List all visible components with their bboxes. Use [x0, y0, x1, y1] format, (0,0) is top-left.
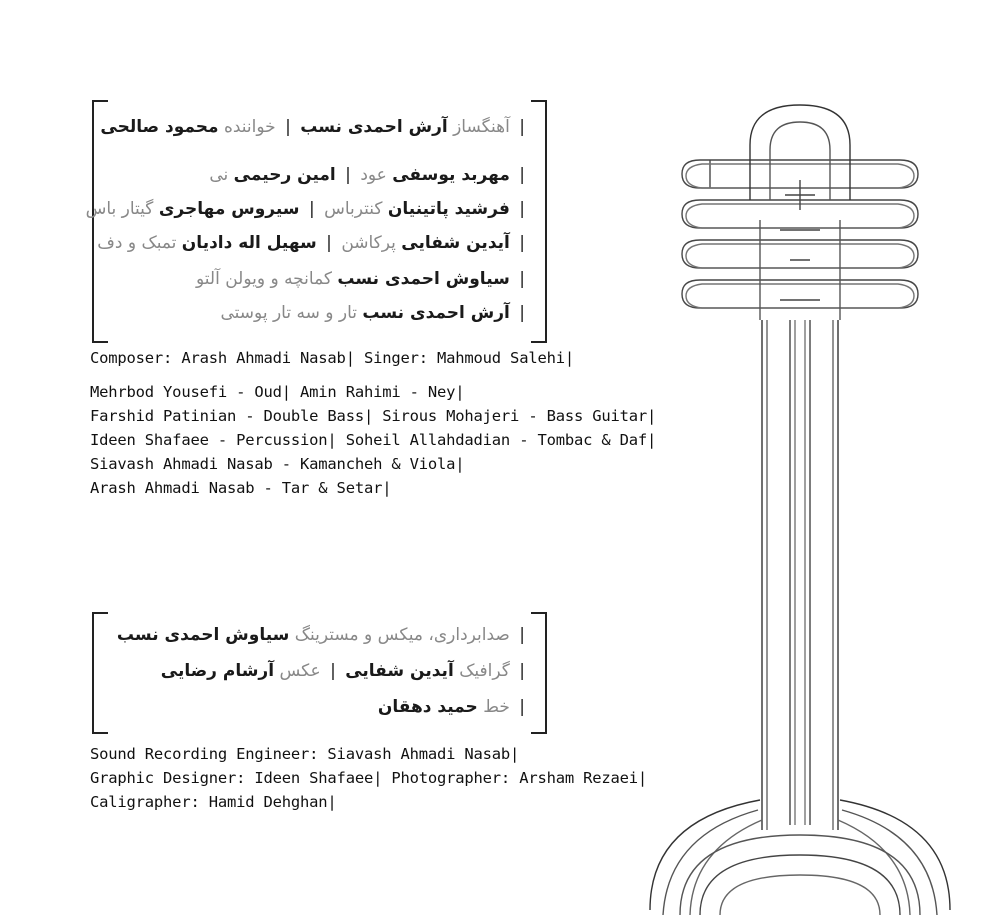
persian-credit-line — [196, 264, 529, 294]
pegbox-sketch — [682, 105, 918, 320]
role-label: گرافیک — [459, 661, 510, 681]
persian-production-box — [92, 612, 547, 734]
persian-credit-line — [97, 228, 529, 258]
role-label: کنترباس — [324, 199, 383, 219]
setar-instrument-icon — [640, 100, 980, 915]
neck-sketch — [762, 320, 838, 830]
credit-line: Farshid Patinian - Double Bass| Sirous Mohajeri - Bass Guitar| — [90, 407, 657, 425]
role-label: خط — [483, 697, 510, 717]
role-label: عکس — [279, 661, 321, 681]
role-label: پرکاشن — [341, 233, 396, 253]
separator: | — [519, 117, 525, 137]
persian-credit-line — [378, 692, 529, 722]
person-name: سهیل اله دادیان — [181, 233, 317, 253]
person-name: آیدین شفایی — [401, 233, 510, 253]
role-label: کمانچه و ویولن آلتو — [195, 269, 332, 289]
person-name: سیاوش احمدی نسب — [116, 625, 290, 645]
credit-line: Caligrapher: Hamid Dehghan| — [90, 793, 337, 811]
separator: | — [308, 199, 315, 219]
separator: | — [285, 117, 291, 137]
credit-line: Composer: Arash Ahmadi Nasab| Singer: Mahmoud Salehi| — [90, 349, 574, 367]
person-name: مهربد یوسفی — [392, 165, 510, 185]
person-name: فرشید پاتینیان — [387, 199, 510, 219]
person-name: حمید دهقان — [377, 697, 478, 717]
persian-credit-line — [221, 298, 530, 328]
role-label: آهنگساز — [453, 117, 510, 137]
person-name: سیروس مهاجری — [158, 199, 300, 219]
person-name: آرشام رضایی — [160, 661, 275, 681]
separator: | — [519, 625, 525, 645]
credit-line: Graphic Designer: Ideen Shafaee| Photographer: Arsham Rezaei| — [90, 769, 648, 787]
person-name: آیدین شفایی — [345, 661, 454, 681]
role-label: نی — [209, 165, 229, 185]
separator: | — [345, 165, 351, 185]
role-label: تمبک و دف — [97, 233, 177, 253]
separator: | — [330, 661, 336, 681]
credit-line: Sound Recording Engineer: Siavash Ahmadi Nasab| — [90, 745, 520, 763]
person-name: آرش احمدی نسب — [362, 303, 510, 323]
persian-credit-line — [117, 620, 529, 650]
person-name: امین رحیمی — [233, 165, 336, 185]
separator: | — [519, 199, 525, 219]
role-label: گیتار باس — [85, 199, 154, 219]
separator: | — [326, 233, 332, 253]
english-credits-production — [90, 742, 647, 814]
persian-credit-line — [209, 160, 529, 190]
separator: | — [519, 303, 525, 323]
persian-credit-line — [86, 194, 529, 224]
persian-credit-line — [100, 112, 529, 142]
credit-line: Siavash Ahmadi Nasab - Kamancheh & Viola| — [90, 455, 465, 473]
role-label: عود — [360, 165, 387, 185]
person-name: آرش احمدی نسب — [300, 117, 448, 137]
role-label: خواننده — [223, 117, 276, 137]
english-credits-musicians — [90, 346, 656, 500]
person-name: سیاوش احمدی نسب — [337, 269, 510, 289]
role-label: صدابرداری، میکس و مسترینگ — [294, 625, 510, 645]
body-sketch — [650, 800, 950, 915]
credit-line: Mehrbod Yousefi - Oud| Amin Rahimi - Ney| — [90, 383, 465, 401]
credit-line: Arash Ahmadi Nasab - Tar & Setar| — [90, 479, 392, 497]
person-name: محمود صالحی — [100, 117, 219, 137]
separator: | — [519, 165, 525, 185]
separator: | — [519, 661, 525, 681]
credit-spacer — [90, 370, 656, 380]
credit-line: Ideen Shafaee - Percussion| Soheil Allahdadian - Tombac & Daf| — [90, 431, 657, 449]
persian-credit-line — [161, 656, 529, 686]
persian-credits-box — [85, 100, 547, 343]
separator: | — [519, 233, 525, 253]
separator: | — [519, 697, 525, 717]
role-label: تار و سه تار پوستی — [220, 303, 357, 323]
separator: | — [519, 269, 525, 289]
